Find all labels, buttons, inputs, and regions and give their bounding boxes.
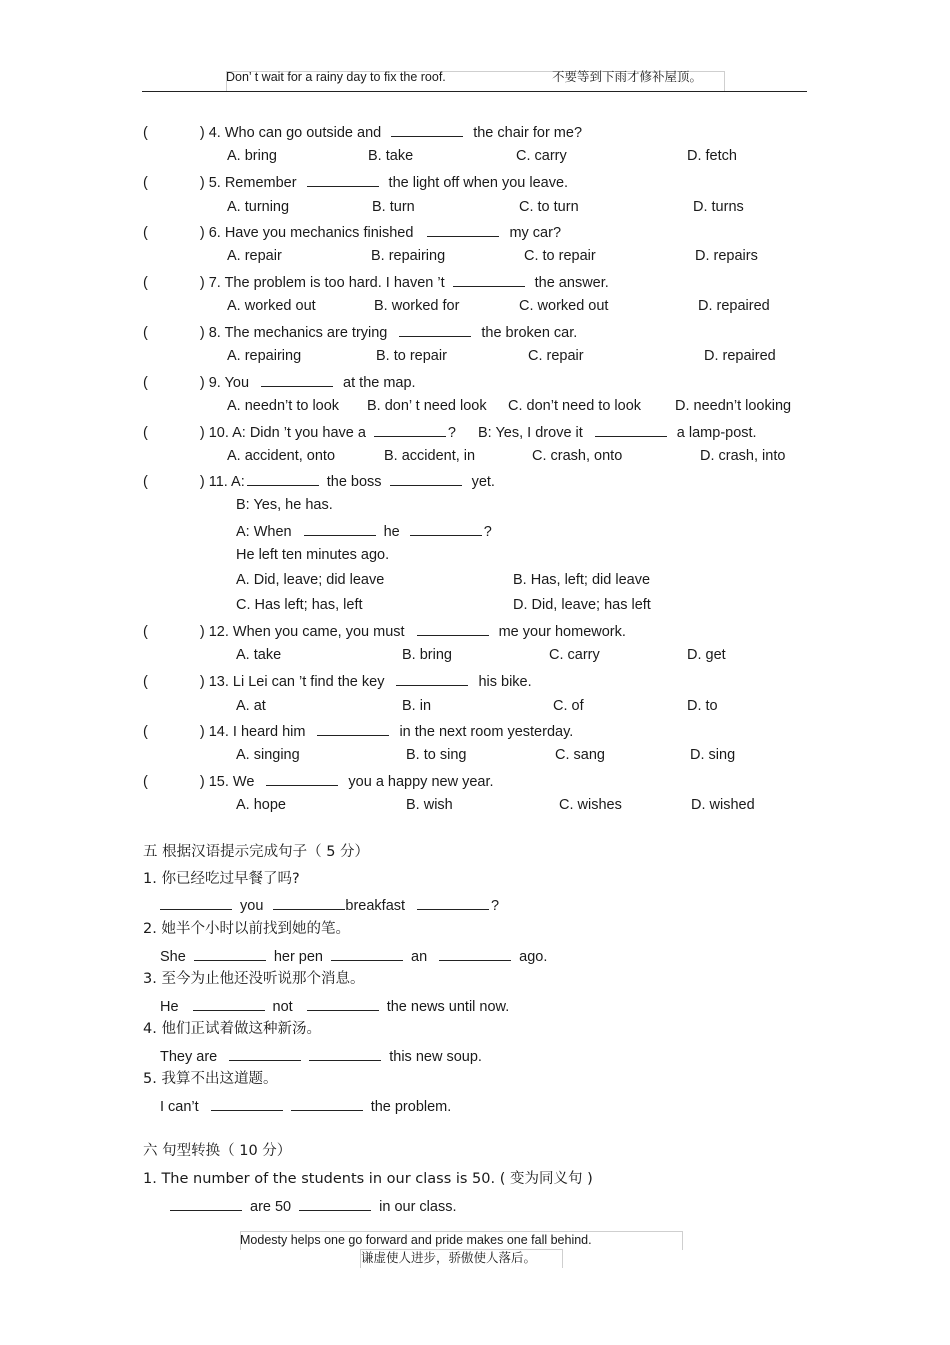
answer-blank[interactable]: [304, 521, 376, 536]
option-c[interactable]: C. to repair: [524, 248, 596, 264]
option-d[interactable]: D. to: [687, 698, 718, 714]
option-d[interactable]: D. turns: [693, 199, 744, 215]
answer-blank[interactable]: [229, 1046, 301, 1061]
option-d[interactable]: D. wished: [691, 797, 755, 813]
option-c[interactable]: C. repair: [528, 348, 584, 364]
option-d[interactable]: D. needn’t looking: [675, 398, 792, 414]
option-b[interactable]: B. bring: [402, 647, 452, 663]
answer-blank[interactable]: [417, 895, 489, 910]
answer-blank[interactable]: [399, 322, 471, 337]
option-a[interactable]: A. worked out: [227, 298, 316, 314]
option-d[interactable]: D. fetch: [687, 148, 737, 164]
answer-blank[interactable]: [390, 471, 462, 486]
answer-blank[interactable]: [266, 771, 338, 786]
footer-quote-english: Modesty helps one go forward and pride makes one fall behind.: [240, 1233, 592, 1247]
question-7: ( ) 7. The problem is too hard. I haven ’t the answer.: [143, 272, 609, 292]
option-b[interactable]: B. turn: [372, 199, 415, 215]
answer-blank[interactable]: [193, 996, 265, 1011]
question-8: ( ) 8. The mechanics are trying the broken car.: [143, 322, 577, 342]
option-a[interactable]: A. repair: [227, 248, 282, 264]
answer-blank[interactable]: [317, 721, 389, 736]
question-14: ( ) 14. I heard him in the next room yesterday.: [143, 721, 573, 741]
s6-item-1-answer: are 50 in our class.: [170, 1196, 457, 1216]
option-a[interactable]: A. needn’t to look: [227, 398, 340, 414]
footer-quote-chinese: 谦虚使人进步，骄傲使人落后。: [361, 1250, 537, 1265]
answer-blank[interactable]: [261, 372, 333, 387]
answer-blank[interactable]: [247, 471, 319, 486]
header-quote-english: Don’ t wait for a rainy day to fix the roof.: [226, 70, 446, 84]
answer-blank[interactable]: [307, 172, 379, 187]
s5-item-4-prompt: 4. 他们正试着做这种新汤。: [143, 1021, 321, 1037]
question-10: ( ) 10. A: Didn ’t you have a ? B: Yes, I drove it a lamp-post.: [143, 422, 757, 442]
option-b[interactable]: B. accident, in: [384, 448, 476, 464]
s5-item-3-prompt: 3. 至今为止他还没听说那个消息。: [143, 971, 365, 987]
option-b[interactable]: B. to repair: [376, 348, 447, 364]
option-d[interactable]: D. crash, into: [700, 448, 786, 464]
answer-blank[interactable]: [453, 272, 525, 287]
answer-blank[interactable]: [273, 895, 345, 910]
option-b[interactable]: B. take: [368, 148, 414, 164]
question-5: ( ) 5. Remember the light off when you leave.: [143, 172, 568, 192]
option-a[interactable]: A. singing: [236, 747, 300, 763]
option-b[interactable]: B. don’ t need look: [367, 398, 487, 414]
option-d[interactable]: D. get: [687, 647, 726, 663]
answer-blank[interactable]: [194, 946, 266, 961]
answer-blank[interactable]: [391, 122, 463, 137]
option-a[interactable]: A. turning: [227, 199, 290, 215]
answer-blank[interactable]: [170, 1196, 242, 1211]
s5-item-2-answer: She her pen an ago.: [160, 946, 547, 966]
option-b[interactable]: B. to sing: [406, 747, 467, 763]
option-b[interactable]: B. in: [402, 698, 432, 714]
section-6-title: 六 句型转换（ 10 分）: [143, 1143, 292, 1159]
question-stem: Who can go outside and: [224, 125, 382, 141]
answer-blank[interactable]: [439, 946, 511, 961]
s5-item-5-answer: I can’t the problem.: [160, 1096, 451, 1116]
s5-item-1-prompt: 1. 你已经吃过早餐了吗?: [143, 871, 300, 887]
question-number: 4.: [208, 125, 221, 141]
answer-blank[interactable]: [307, 996, 379, 1011]
answer-blank[interactable]: [291, 1096, 363, 1111]
option-d[interactable]: D. repairs: [695, 248, 758, 264]
s5-item-3-answer: He not the news until now.: [160, 996, 509, 1016]
option-a[interactable]: A. hope: [236, 797, 286, 813]
s5-item-5-prompt: 5. 我算不出这道题。: [143, 1071, 278, 1087]
option-d[interactable]: D. sing: [690, 747, 736, 763]
answer-blank[interactable]: [410, 521, 482, 536]
option-c[interactable]: C. don’t need to look: [508, 398, 642, 414]
option-a[interactable]: A. bring: [227, 148, 277, 164]
option-a[interactable]: A. repairing: [227, 348, 302, 364]
option-c[interactable]: C. carry: [549, 647, 600, 663]
option-b[interactable]: B. repairing: [371, 248, 446, 264]
question-6: ( ) 6. Have you mechanics finished my car?: [143, 222, 561, 242]
answer-blank[interactable]: [396, 671, 468, 686]
option-c[interactable]: C. worked out: [519, 298, 609, 314]
option-b[interactable]: B. worked for: [374, 298, 460, 314]
option-a[interactable]: A. accident, onto: [227, 448, 336, 464]
option-a[interactable]: A. take: [236, 647, 282, 663]
question-4: ( ) 4. Who can go outside and the chair for me?: [143, 122, 582, 142]
question-13: ( ) 13. Li Lei can ’t find the key his bike.: [143, 671, 532, 691]
option-c[interactable]: C. wishes: [559, 797, 622, 813]
answer-blank[interactable]: [309, 1046, 381, 1061]
option-c[interactable]: C. to turn: [519, 199, 579, 215]
answer-blank[interactable]: [417, 621, 489, 636]
question-stem: the chair for me?: [473, 125, 583, 141]
question-9: ( ) 9. You at the map.: [143, 372, 416, 392]
question-12: ( ) 12. When you came, you must me your homework.: [143, 621, 626, 641]
s5-item-4-answer: They are this new soup.: [160, 1046, 482, 1066]
question-11: ( ) 11. A: the boss yet.: [143, 471, 495, 491]
option-b[interactable]: B. Has, left; did leave: [513, 572, 651, 588]
option-d[interactable]: D. Did, leave; has left: [513, 597, 651, 613]
answer-blank[interactable]: [299, 1196, 371, 1211]
answer-blank[interactable]: [595, 422, 667, 437]
header-quote-chinese: 不要等到下雨才修补屋顶。: [552, 69, 703, 84]
option-d[interactable]: D. repaired: [698, 298, 770, 314]
option-c[interactable]: C. of: [553, 698, 584, 714]
answer-paren: (: [143, 125, 148, 141]
section-5-title: 五 根据汉语提示完成句子（ 5 分）: [143, 844, 370, 860]
answer-blank[interactable]: [160, 895, 232, 910]
question-15: ( ) 15. We you a happy new year.: [143, 771, 494, 791]
option-c[interactable]: C. Has left; has, left: [236, 597, 363, 613]
answer-blank[interactable]: [374, 422, 446, 437]
option-d[interactable]: D. repaired: [704, 348, 776, 364]
option-c[interactable]: C. sang: [555, 747, 605, 763]
answer-blank[interactable]: [211, 1096, 283, 1111]
option-c[interactable]: C. crash, onto: [532, 448, 623, 464]
s5-item-2-prompt: 2. 她半个小时以前找到她的笔。: [143, 921, 350, 937]
option-a[interactable]: A. at: [236, 698, 266, 714]
dialog-line: B: Yes, he has.: [236, 497, 333, 513]
option-b[interactable]: B. wish: [406, 797, 453, 813]
dialog-line: A: When he ?: [236, 521, 492, 541]
option-a[interactable]: A. Did, leave; did leave: [236, 572, 385, 588]
answer-blank[interactable]: [331, 946, 403, 961]
header-rule: [142, 91, 807, 92]
s5-item-1-answer: you breakfast ?: [160, 895, 499, 915]
option-c[interactable]: C. carry: [516, 148, 567, 164]
answer-blank[interactable]: [427, 222, 499, 237]
dialog-line: He left ten minutes ago.: [236, 547, 390, 563]
s6-item-1-prompt: 1. The number of the students in our class is 50. ( 变为同义句 ): [143, 1171, 593, 1187]
